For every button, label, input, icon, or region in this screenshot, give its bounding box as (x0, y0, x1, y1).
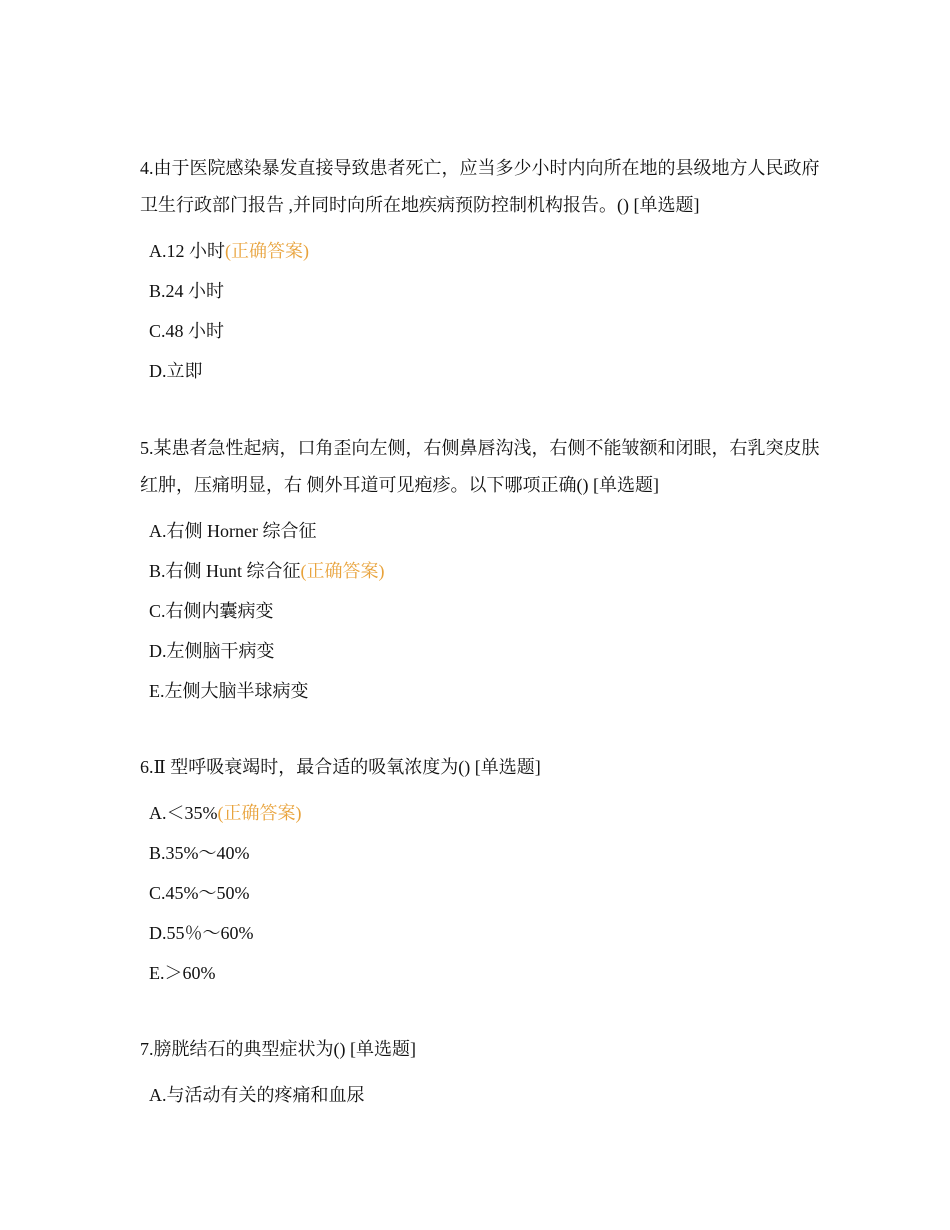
option-list (140, 231, 820, 391)
option-e (140, 671, 820, 711)
option-label: D.55％～60% (149, 923, 254, 943)
question-7 (140, 1031, 820, 1115)
option-d (140, 351, 820, 391)
option-c (140, 873, 820, 913)
question-text: 4.由于医院感染暴发直接导致患者死亡，应当多少小时内向所在地的县级地方人民政府卫生行政部门报告 ,并同时向所在地疾病预防控制机构报告。() [单选题] (140, 158, 820, 215)
question-4 (140, 150, 820, 391)
option-b (140, 271, 820, 311)
option-label: A.与活动有关的疼痛和血尿 (149, 1085, 365, 1105)
question-5 (140, 430, 820, 711)
correct-answer-mark: (正确答案) (217, 803, 302, 823)
option-label: A.右侧 Horner 综合征 (149, 521, 317, 541)
option-d (140, 913, 820, 953)
question-text: 5.某患者急性起病，口角歪向左侧，右侧鼻唇沟浅，右侧不能皱额和闭眼，右乳突皮肤红肿，压痛明显，右 侧外耳道可见疱疹。以下哪项正确() [单选题] (140, 438, 820, 495)
option-label: E.＞60% (149, 963, 216, 983)
option-list (140, 1075, 820, 1115)
option-a (140, 511, 820, 551)
option-a (140, 1075, 820, 1115)
option-label: A.12 小时 (149, 241, 225, 261)
option-label: C.右侧内囊病变 (149, 601, 274, 621)
option-label: E.左侧大脑半球病变 (149, 681, 309, 701)
option-d (140, 631, 820, 671)
option-e (140, 953, 820, 993)
option-label: B.24 小时 (149, 281, 225, 301)
question-6 (140, 749, 820, 993)
option-b (140, 833, 820, 873)
option-label: D.左侧脑干病变 (149, 641, 275, 661)
question-text: 7.膀胱结石的典型症状为() [单选题] (140, 1039, 416, 1059)
option-label: B.35%～40% (149, 843, 250, 863)
option-label: C.48 小时 (149, 321, 225, 341)
option-a (140, 793, 820, 833)
option-label: B.右侧 Hunt 综合征 (149, 561, 301, 581)
correct-answer-mark: (正确答案) (225, 241, 309, 261)
option-b (140, 551, 820, 591)
option-list (140, 511, 820, 711)
option-list (140, 793, 820, 993)
option-label: D.立即 (149, 361, 203, 381)
correct-answer-mark: (正确答案) (300, 561, 385, 581)
option-a (140, 231, 820, 271)
question-text: 6.Ⅱ 型呼吸衰竭时，最合适的吸氧浓度为() [单选题] (140, 757, 541, 777)
option-c (140, 311, 820, 351)
option-label: A.＜35% (149, 803, 218, 823)
option-label: C.45%～50% (149, 883, 250, 903)
option-c (140, 591, 820, 631)
